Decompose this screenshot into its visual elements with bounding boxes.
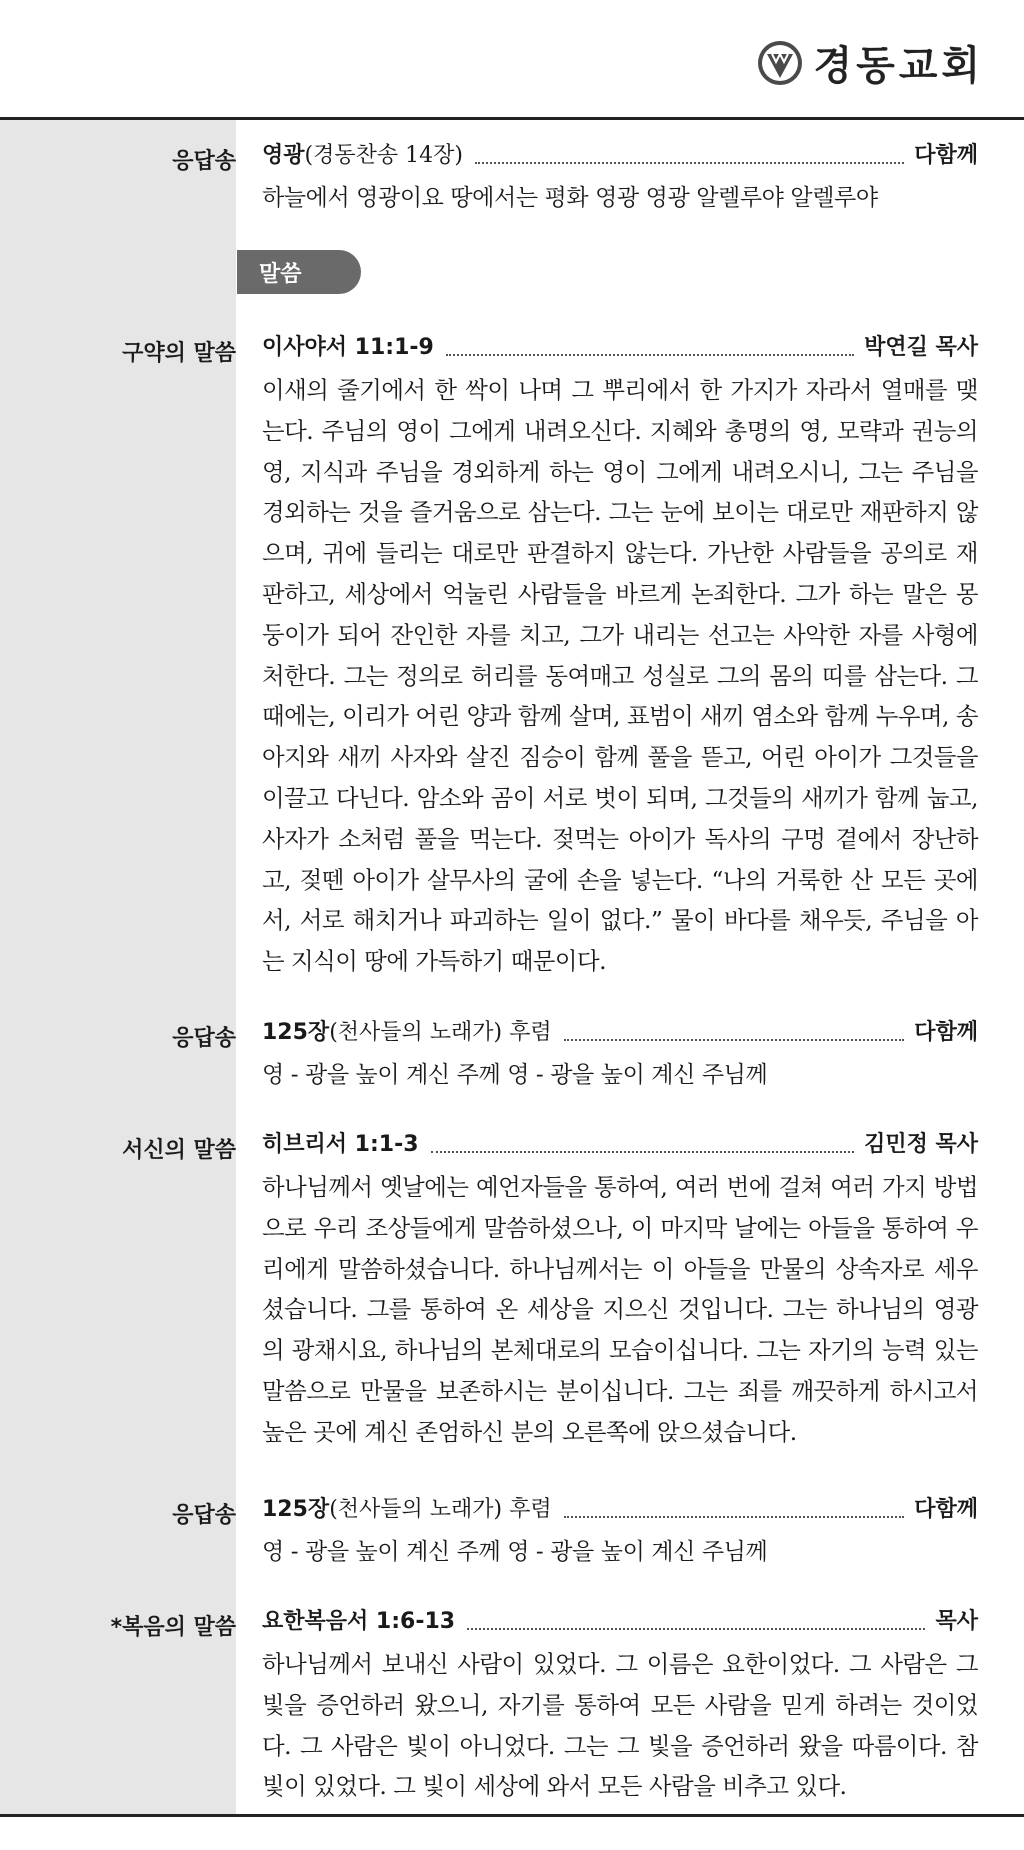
item-label: 응답송 [172,149,236,174]
dotted-leader [467,1628,925,1630]
reading-title [262,1123,978,1167]
reading-title [262,1600,978,1644]
reading-block [262,1600,978,1807]
dotted-leader [564,1516,905,1518]
reading-title [262,326,978,370]
presenter: 다함께 [914,1497,978,1522]
dotted-leader [475,162,904,164]
presenter: 박연길 목사 [864,335,978,360]
response-lyrics: 영 - 광을 높이 계신 주께 영 - 광을 높이 계신 주님께 [262,1539,768,1565]
item-label: 구약의 말씀 [122,341,236,366]
dotted-leader [446,354,854,356]
reference-bold: 요한복음서 1:6-13 [262,1609,456,1634]
reference-bold: 히브리서 1:1-3 [262,1132,419,1157]
church-logo [757,34,984,91]
bottom-rule [0,1814,1024,1817]
reading-block [262,1011,978,1095]
response-lyrics: 영 - 광을 높이 계신 주께 영 - 광을 높이 계신 주님께 [262,1062,768,1088]
reading-title [262,1011,978,1055]
scripture-text: 이새의 줄기에서 한 싹이 나며 그 뿌리에서 한 가지가 자라서 열매를 맺는다. 주님의 영이 그에게 내려오신다. 지혜와 총명의 영, 모략과 권능의 영, 지식과 주님을 경외하게 하는 영이 그에게 내려오시니, 그는 주님을 경외하는 것을 즐거움으로 삼는다. 그는 눈에 보이는 대로만 재판하지 않으며, 귀에 들리는 대로만 판결하지 않는다. 가난한 사람들을 공의로 재판하고, 세상에서 억눌린 사람들을 바르게 논죄한다. 그가 하는 말은 몽둥이가 되어 잔인한 자를 치고, 그가 내리는 선고는 사악한 자를 사형에 처한다. 그는 정의로 허리를 동여매고 성실로 그의 몸의 띠를 삼는다. 그 때에는, 이리가 어린 양과 함께 살며, 표범이 새끼 염소와 함께 누우며, 송아지와 새끼 사자와 살진 짐승이 함께 풀을 뜯고, 어린 아이가 그것들을 이끌고 다닌다. 암소와 곰이 서로 벗이 되며, 그것들의 새끼가 함께 눕고, 사자가 소처럼 풀을 먹는다. 젖먹는 아이가 독사의 구멍 곁에서 장난하고, 젖뗀 아이가 살무사의 굴에 손을 넣는다. “나의 거룩한 산 모든 곳에서, 서로 해치거나 파괴하는 일이 없다.” 물이 바다를 채우듯, 주님을 아는 지식이 땅에 가득하기 때문이다. [262,376,978,976]
dotted-leader [431,1151,855,1153]
reference-detail: (천사들의 노래가) 후렴 [329,1020,552,1045]
reference-bold: 125장 [262,1020,330,1045]
presenter: 다함께 [914,143,978,168]
header [0,0,1024,118]
reading-title [262,134,978,178]
section-tab [237,250,361,294]
item-label: *복음의 말씀 [110,1615,236,1640]
reference-bold: 125장 [262,1497,330,1522]
item-label: 응답송 [172,1026,236,1051]
reading-block [262,1123,978,1453]
item-label: 응답송 [172,1503,236,1528]
scripture-text: 하나님께서 보내신 사람이 있었다. 그 이름은 요한이었다. 그 사람은 그 빛을 증언하러 왔으니, 자기를 통하여 모든 사람을 믿게 하려는 것이었다. 그 사람은 빛이 아니었다. 그는 그 빛을 증언하러 왔을 따름이다. 참 빛이 있었다. 그 빛이 세상에 와서 모든 사람을 비추고 있다. [262,1650,978,1801]
reading-block [262,326,978,982]
scripture-text: 하나님께서 옛날에는 예언자들을 통하여, 여러 번에 걸쳐 여러 가지 방법으로 우리 조상들에게 말씀하셨으나, 이 마지막 날에는 아들을 통하여 우리에게 말씀하셨습니다. 하나님께서는 이 아들을 만물의 상속자로 세우셨습니다. 그를 통하여 온 세상을 지으신 것입니다. 그는 하나님의 영광의 광채시요, 하나님의 본체대로의 모습이십니다. 그는 자기의 능력 있는 말씀으로 만물을 보존하시는 분이십니다. 그는 죄를 깨끗하게 하시고서 높은 곳에 계신 존엄하신 분의 오른쪽에 앉으셨습니다. [262,1173,978,1446]
reading-block [262,1488,978,1572]
left-label-column [0,120,236,1814]
reference-bold: 영광 [262,143,305,168]
item-label: 서신의 말씀 [122,1138,236,1163]
reference-detail: (천사들의 노래가) 후렴 [329,1497,552,1522]
presenter: 김민정 목사 [864,1132,978,1157]
response-lyrics: 하늘에서 영광이요 땅에서는 평화 영광 영광 알렐루야 알렐루야 [262,185,878,211]
dotted-leader [564,1039,905,1041]
presenter: 다함께 [914,1020,978,1045]
section-title: 말씀 [259,262,302,287]
presenter: 목사 [935,1609,978,1634]
reading-block [262,134,978,218]
logo-text: 경동교회 [813,43,984,89]
reference-bold: 이사야서 11:1-9 [262,335,434,360]
reference-detail: (경동찬송 14장) [304,143,463,168]
church-emblem-icon [757,40,803,86]
reading-title [262,1488,978,1532]
